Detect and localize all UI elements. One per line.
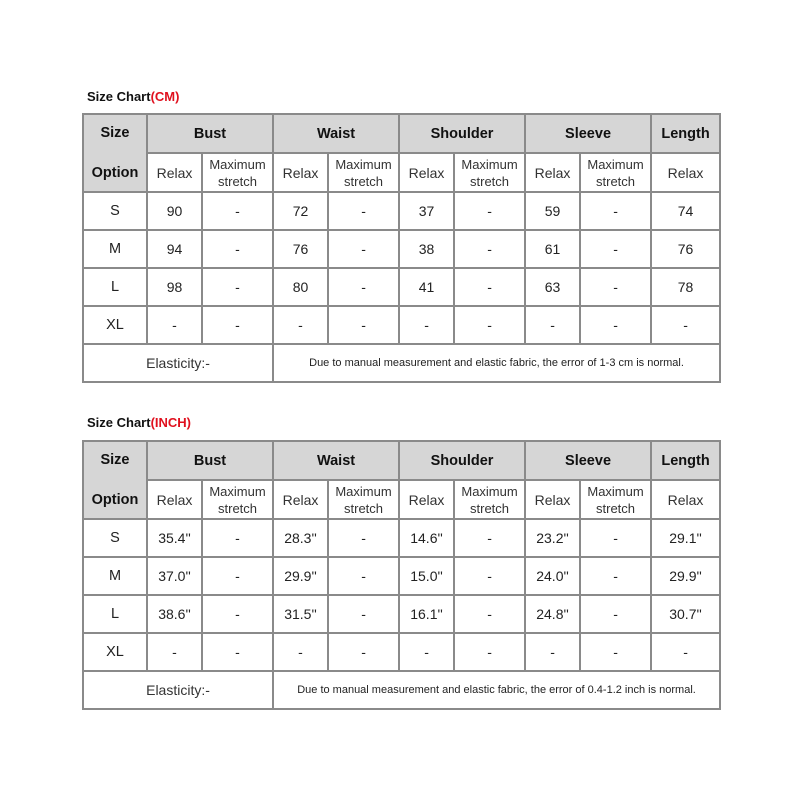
size-header-label: Size bbox=[100, 125, 130, 141]
waist-relax-subheader: Relax bbox=[273, 480, 328, 519]
shoulder-max-stretch-subheader: Maximum stretch bbox=[454, 480, 525, 519]
table-cell: - bbox=[202, 633, 273, 671]
table-cell: 78 bbox=[651, 268, 720, 306]
length-relax-subheader: Relax bbox=[651, 480, 720, 519]
table-cell: - bbox=[328, 192, 399, 230]
table-cell: - bbox=[454, 595, 525, 633]
table-cell: - bbox=[454, 230, 525, 268]
option-header-label: Option bbox=[91, 165, 139, 181]
table-cell: - bbox=[273, 633, 328, 671]
shoulder-header: Shoulder bbox=[399, 114, 525, 153]
size-label: S bbox=[83, 192, 147, 230]
waist-header: Waist bbox=[273, 114, 399, 153]
bust-header: Bust bbox=[147, 114, 273, 153]
measurement-note: Due to manual measurement and elastic fabric, the error of 1-3 cm is normal. bbox=[273, 344, 720, 382]
table-cell: - bbox=[202, 519, 273, 557]
table-cell: - bbox=[328, 633, 399, 671]
table-cell: 30.7'' bbox=[651, 595, 720, 633]
table-cell: - bbox=[580, 519, 651, 557]
elasticity-label: Elasticity:- bbox=[83, 671, 273, 709]
table-cell: - bbox=[328, 595, 399, 633]
table-cell: - bbox=[580, 306, 651, 344]
size-label: XL bbox=[83, 306, 147, 344]
table-cell: - bbox=[651, 633, 720, 671]
table-cell: 41 bbox=[399, 268, 454, 306]
size-label: XL bbox=[83, 633, 147, 671]
size-table-cm bbox=[82, 113, 721, 383]
table-cell: - bbox=[202, 595, 273, 633]
size-chart-title-cm bbox=[87, 89, 179, 104]
table-cell: - bbox=[580, 595, 651, 633]
table-cell: - bbox=[580, 268, 651, 306]
length-header: Length bbox=[651, 114, 720, 153]
table-row bbox=[83, 595, 720, 633]
size-header-label: Size bbox=[100, 452, 130, 468]
table-cell: - bbox=[328, 268, 399, 306]
waist-header: Waist bbox=[273, 441, 399, 480]
table-cell: - bbox=[580, 633, 651, 671]
table-cell: - bbox=[147, 633, 202, 671]
table-cell: 16.1'' bbox=[399, 595, 454, 633]
measurement-note: Due to manual measurement and elastic fabric, the error of 0.4-1.2 inch is normal. bbox=[273, 671, 720, 709]
table-cell: 14.6'' bbox=[399, 519, 454, 557]
shoulder-header: Shoulder bbox=[399, 441, 525, 480]
table-cell: 23.2'' bbox=[525, 519, 580, 557]
table-cell: - bbox=[328, 306, 399, 344]
table-cell: 94 bbox=[147, 230, 202, 268]
sleeve-relax-subheader: Relax bbox=[525, 480, 580, 519]
size-label: S bbox=[83, 519, 147, 557]
table-row bbox=[83, 519, 720, 557]
table-cell: 59 bbox=[525, 192, 580, 230]
table-cell: 38 bbox=[399, 230, 454, 268]
table-cell: 28.3'' bbox=[273, 519, 328, 557]
length-relax-subheader: Relax bbox=[651, 153, 720, 192]
table-cell: - bbox=[525, 306, 580, 344]
table-cell: 31.5'' bbox=[273, 595, 328, 633]
table-cell: - bbox=[202, 192, 273, 230]
table-cell: - bbox=[202, 230, 273, 268]
table-cell: 38.6'' bbox=[147, 595, 202, 633]
bust-max-stretch-subheader: Maximum stretch bbox=[202, 480, 273, 519]
table-cell: 35.4'' bbox=[147, 519, 202, 557]
option-header-label: Option bbox=[91, 492, 139, 508]
table-cell: 15.0'' bbox=[399, 557, 454, 595]
waist-relax-subheader: Relax bbox=[273, 153, 328, 192]
sleeve-max-stretch-subheader: Maximum stretch bbox=[580, 153, 651, 192]
table-cell: 98 bbox=[147, 268, 202, 306]
title-prefix: Size Chart bbox=[87, 89, 151, 104]
table-row bbox=[83, 557, 720, 595]
table-row bbox=[83, 633, 720, 671]
bust-relax-subheader: Relax bbox=[147, 153, 202, 192]
title-prefix: Size Chart bbox=[87, 415, 151, 430]
waist-max-stretch-subheader: Maximum stretch bbox=[328, 480, 399, 519]
shoulder-max-stretch-subheader: Maximum stretch bbox=[454, 153, 525, 192]
table-cell: - bbox=[273, 306, 328, 344]
table-cell: 24.8'' bbox=[525, 595, 580, 633]
size-label: M bbox=[83, 557, 147, 595]
sleeve-max-stretch-subheader: Maximum stretch bbox=[580, 480, 651, 519]
table-cell: 90 bbox=[147, 192, 202, 230]
table-cell: 61 bbox=[525, 230, 580, 268]
table-cell: - bbox=[454, 268, 525, 306]
table-cell: - bbox=[580, 230, 651, 268]
table-cell: - bbox=[454, 192, 525, 230]
table-cell: - bbox=[328, 519, 399, 557]
table-cell: - bbox=[202, 557, 273, 595]
table-cell: - bbox=[525, 633, 580, 671]
table-cell: 72 bbox=[273, 192, 328, 230]
shoulder-relax-subheader: Relax bbox=[399, 480, 454, 519]
waist-max-stretch-subheader: Maximum stretch bbox=[328, 153, 399, 192]
table-cell: - bbox=[147, 306, 202, 344]
table-row bbox=[83, 306, 720, 344]
size-option-header bbox=[83, 114, 147, 192]
size-table-inch bbox=[82, 440, 721, 710]
table-cell: - bbox=[454, 519, 525, 557]
sleeve-relax-subheader: Relax bbox=[525, 153, 580, 192]
table-cell: - bbox=[580, 192, 651, 230]
table-cell: - bbox=[399, 633, 454, 671]
table-cell: 29.9'' bbox=[273, 557, 328, 595]
size-label: L bbox=[83, 268, 147, 306]
table-cell: 80 bbox=[273, 268, 328, 306]
table-cell: 74 bbox=[651, 192, 720, 230]
table-row bbox=[83, 268, 720, 306]
table-row bbox=[83, 230, 720, 268]
bust-relax-subheader: Relax bbox=[147, 480, 202, 519]
table-cell: 37.0'' bbox=[147, 557, 202, 595]
table-cell: - bbox=[454, 557, 525, 595]
table-cell: 76 bbox=[651, 230, 720, 268]
table-cell: 37 bbox=[399, 192, 454, 230]
table-cell: 29.1'' bbox=[651, 519, 720, 557]
table-cell: - bbox=[580, 557, 651, 595]
table-cell: - bbox=[454, 633, 525, 671]
table-cell: - bbox=[328, 230, 399, 268]
title-unit: (CM) bbox=[150, 89, 180, 104]
elasticity-label: Elasticity:- bbox=[83, 344, 273, 382]
size-chart-title-inch bbox=[87, 415, 191, 430]
table-cell: - bbox=[399, 306, 454, 344]
table-cell: 76 bbox=[273, 230, 328, 268]
bust-max-stretch-subheader: Maximum stretch bbox=[202, 153, 273, 192]
size-option-header bbox=[83, 441, 147, 519]
size-label: M bbox=[83, 230, 147, 268]
table-row bbox=[83, 192, 720, 230]
table-cell: - bbox=[202, 268, 273, 306]
table-cell: 24.0'' bbox=[525, 557, 580, 595]
table-cell: 63 bbox=[525, 268, 580, 306]
size-label: L bbox=[83, 595, 147, 633]
sleeve-header: Sleeve bbox=[525, 114, 651, 153]
shoulder-relax-subheader: Relax bbox=[399, 153, 454, 192]
title-unit: (INCH) bbox=[150, 415, 192, 430]
table-cell: 29.9'' bbox=[651, 557, 720, 595]
bust-header: Bust bbox=[147, 441, 273, 480]
table-cell: - bbox=[454, 306, 525, 344]
sleeve-header: Sleeve bbox=[525, 441, 651, 480]
table-cell: - bbox=[651, 306, 720, 344]
table-cell: - bbox=[328, 557, 399, 595]
length-header: Length bbox=[651, 441, 720, 480]
table-cell: - bbox=[202, 306, 273, 344]
